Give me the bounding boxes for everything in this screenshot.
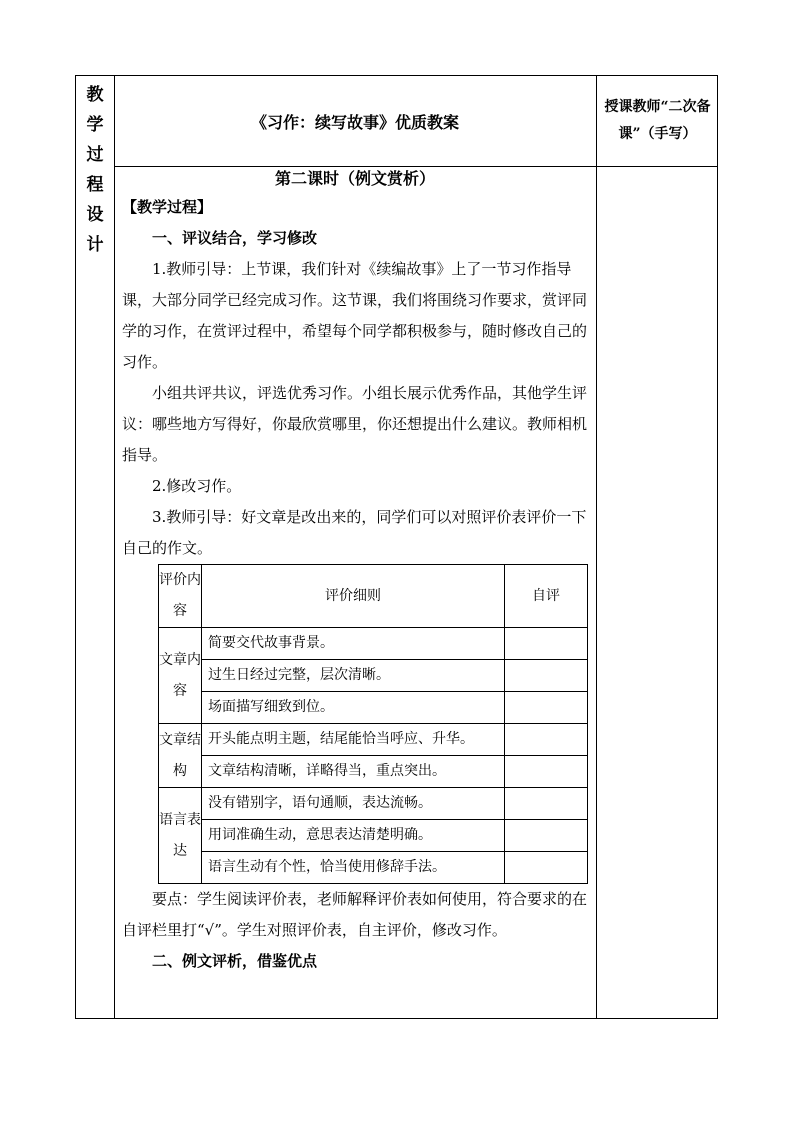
criteria-cell: 没有错别字，语句通顺，表达流畅。: [202, 788, 505, 820]
table-row: [159, 756, 588, 788]
side-label: [76, 80, 114, 260]
side-char: 程: [86, 175, 104, 195]
evaluation-table: [158, 564, 588, 884]
criteria-cell: 语言生动有个性，恰当使用修辞手法。: [202, 852, 505, 884]
header-self-eval: 自评: [505, 565, 588, 628]
side-char: 过: [86, 145, 104, 165]
table-header-row: [159, 565, 588, 628]
side-char: 教: [86, 85, 104, 105]
table-row: [159, 852, 588, 884]
side-char: 学: [86, 115, 104, 135]
self-eval-cell[interactable]: [505, 692, 588, 724]
paragraph: 1.教师引导：上节课，我们针对《续编故事》上了一节习作指导课，大部分同学已经完成习作。这节课，我们将围绕习作要求，赏评同学的习作，在赏评过程中，希望每个同学都积极参与，随时修改自己的习作。: [122, 260, 588, 371]
table-row: [159, 820, 588, 852]
category-cell: 文章内容: [159, 628, 202, 724]
criteria-cell: 开头能点明主题，结尾能恰当呼应、升华。: [202, 724, 505, 756]
header-criteria: 评价细则: [202, 565, 505, 628]
document-title: 《习作：续写故事》优质教案: [250, 112, 459, 132]
side-char: 计: [86, 235, 104, 255]
self-eval-cell[interactable]: [505, 788, 588, 820]
paragraph: 小组共评共议，评选优秀习作。小组长展示优秀作品，其他学生评议：哪些地方写得好，你最欣赏哪里，你还想提出什么建议。教师相机指导。: [122, 384, 588, 464]
self-eval-cell[interactable]: [505, 820, 588, 852]
criteria-cell: 过生日经过完整，层次清晰。: [202, 660, 505, 692]
table-row: [159, 692, 588, 724]
self-eval-cell[interactable]: [505, 628, 588, 660]
table-row: [159, 788, 588, 820]
criteria-cell: 简要交代故事背景。: [202, 628, 505, 660]
heading-2: 二、例文评析，借鉴优点: [152, 952, 318, 970]
table-row: [159, 724, 588, 756]
table-row: [159, 660, 588, 692]
lesson-plan-table: [75, 75, 718, 1019]
table-row: [159, 628, 588, 660]
lesson-title: 第二课时（例文赏析）: [274, 169, 435, 188]
section-label: 【教学过程】: [122, 198, 213, 216]
column-divider: [596, 76, 597, 1018]
paragraph: 要点：学生阅读评价表，老师解释评价表如何使用，符合要求的在自评栏里打“√”。学生对照评价表，自主评价，修改习作。: [122, 890, 588, 939]
category-cell: 文章结构: [159, 724, 202, 788]
criteria-cell: 文章结构清晰，详略得当，重点突出。: [202, 756, 505, 788]
criteria-cell: 用词准确生动，意思表达清楚明确。: [202, 820, 505, 852]
paragraph: 3.教师引导：好文章是改出来的，同学们可以对照评价表评价一下自己的作文。: [122, 508, 587, 557]
self-eval-cell[interactable]: [505, 756, 588, 788]
self-eval-cell[interactable]: [505, 660, 588, 692]
self-eval-cell[interactable]: [505, 852, 588, 884]
lesson-content: [114, 166, 596, 977]
side-char: 设: [86, 205, 104, 225]
self-eval-cell[interactable]: [505, 724, 588, 756]
heading-1: 一、评议结合，学习修改: [152, 229, 318, 247]
header-category: 评价内容: [159, 565, 202, 628]
criteria-cell: 场面描写细致到位。: [202, 692, 505, 724]
category-cell: 语言表达: [159, 788, 202, 884]
teacher-notes-header: 授课教师“二次备课”（手写）: [604, 99, 711, 142]
paragraph: 2.修改习作。: [152, 477, 242, 495]
